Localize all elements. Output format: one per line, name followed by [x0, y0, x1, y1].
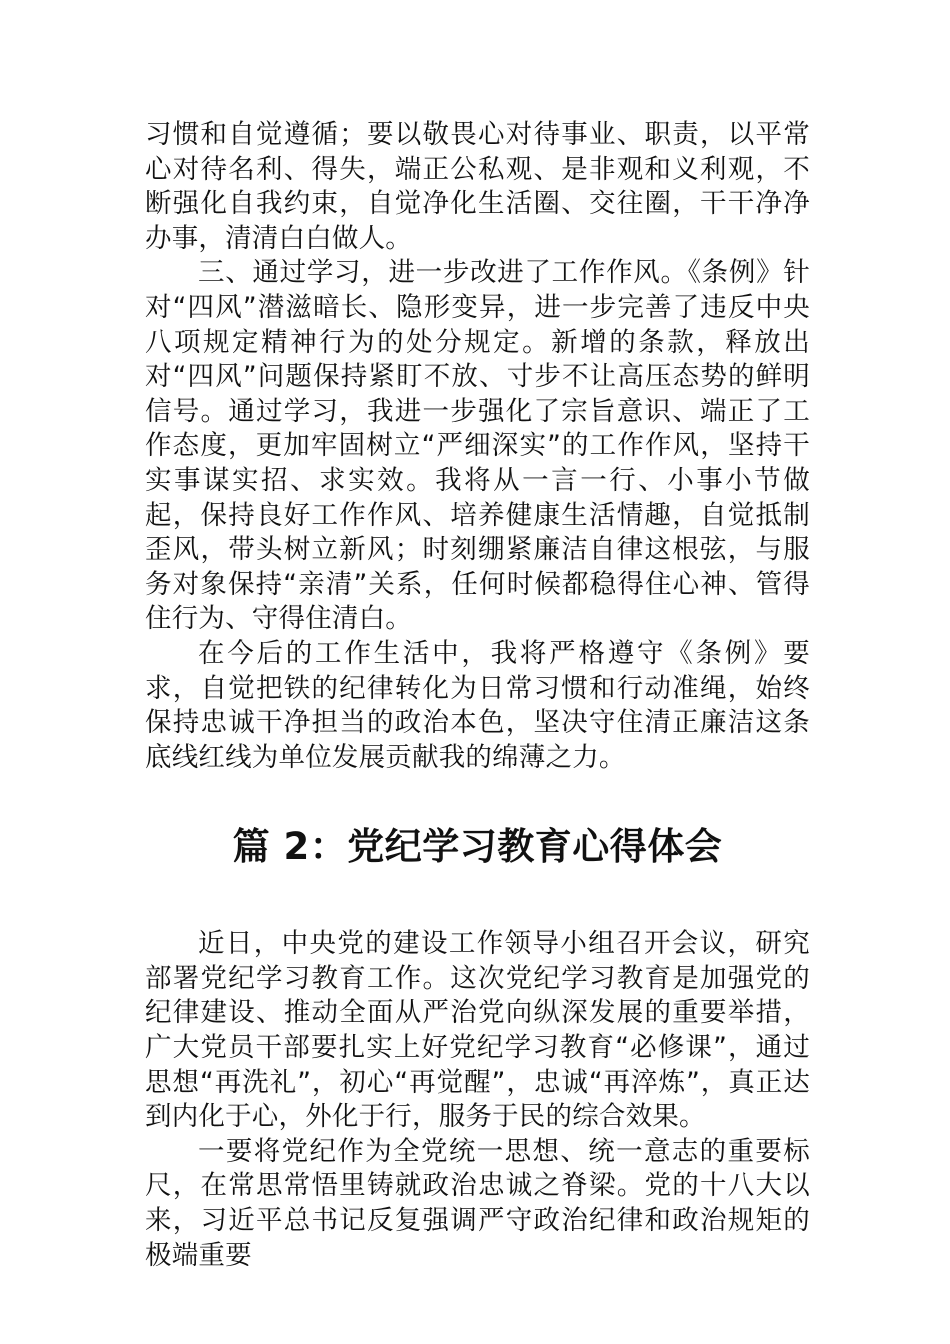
document-page — [145, 118, 810, 1273]
body-paragraph: 近日，中央党的建设工作领导小组召开会议，研究部署党纪学习教育工作。这次党纪学习教育是加强党的纪律建设、推动全面从严治党向纵深发展的重要举措，广大党员干部要扎实上好党纪学习教育“必修课”，通过思想“再洗礼”，初心“再觉醒”，忠诚“再淬炼”，真正达到内化于心，外化于行，服务于民的综合效果。 — [145, 928, 810, 1133]
body-paragraph: 一要将党纪作为全党统一思想、统一意志的重要标尺，在常思常悟里铸就政治忠诚之脊梁。党的十八大以来，习近平总书记反复强调严守政治纪律和政治规矩的极端重要 — [145, 1135, 810, 1271]
body-paragraph: 三、通过学习，进一步改进了工作作风。《条例》针对“四风”潜滋暗长、隐形变异，进一步完善了违反中央八项规定精神行为的处分规定。新增的条款，释放出对“四风”问题保持紧盯不放、寸步不让高压态势的鲜明信号。通过学习，我进一步强化了宗旨意识、端正了工作态度，更加牢固树立“严细深实”的工作作风，坚持干实事谋实招、求实效。我将从一言一行、小事小节做起，保持良好工作作风、培养健康生活情趣，自觉抵制歪风，带头树立新风；时刻绷紧廉洁自律这根弦，与服务对象保持“亲清”关系，任何时候都稳得住心神、管得住行为、守得住清白。 — [145, 257, 810, 635]
body-paragraph: 习惯和自觉遵循；要以敬畏心对待事业、职责，以平常心对待名利、得失，端正公私观、是非观和义利观，不断强化自我约束，自觉净化生活圈、交往圈，干干净净办事，清清白白做人。 — [145, 119, 810, 254]
section-title: 篇 2：党纪学习教育心得体会 — [232, 825, 723, 869]
body-paragraph: 在今后的工作生活中，我将严格遵守《条例》要求，自觉把铁的纪律转化为日常习惯和行动准绳，始终保持忠诚干净担当的政治本色，坚决守住清正廉洁这条底线红线为单位发展贡献我的绵薄之力。 — [145, 637, 810, 773]
